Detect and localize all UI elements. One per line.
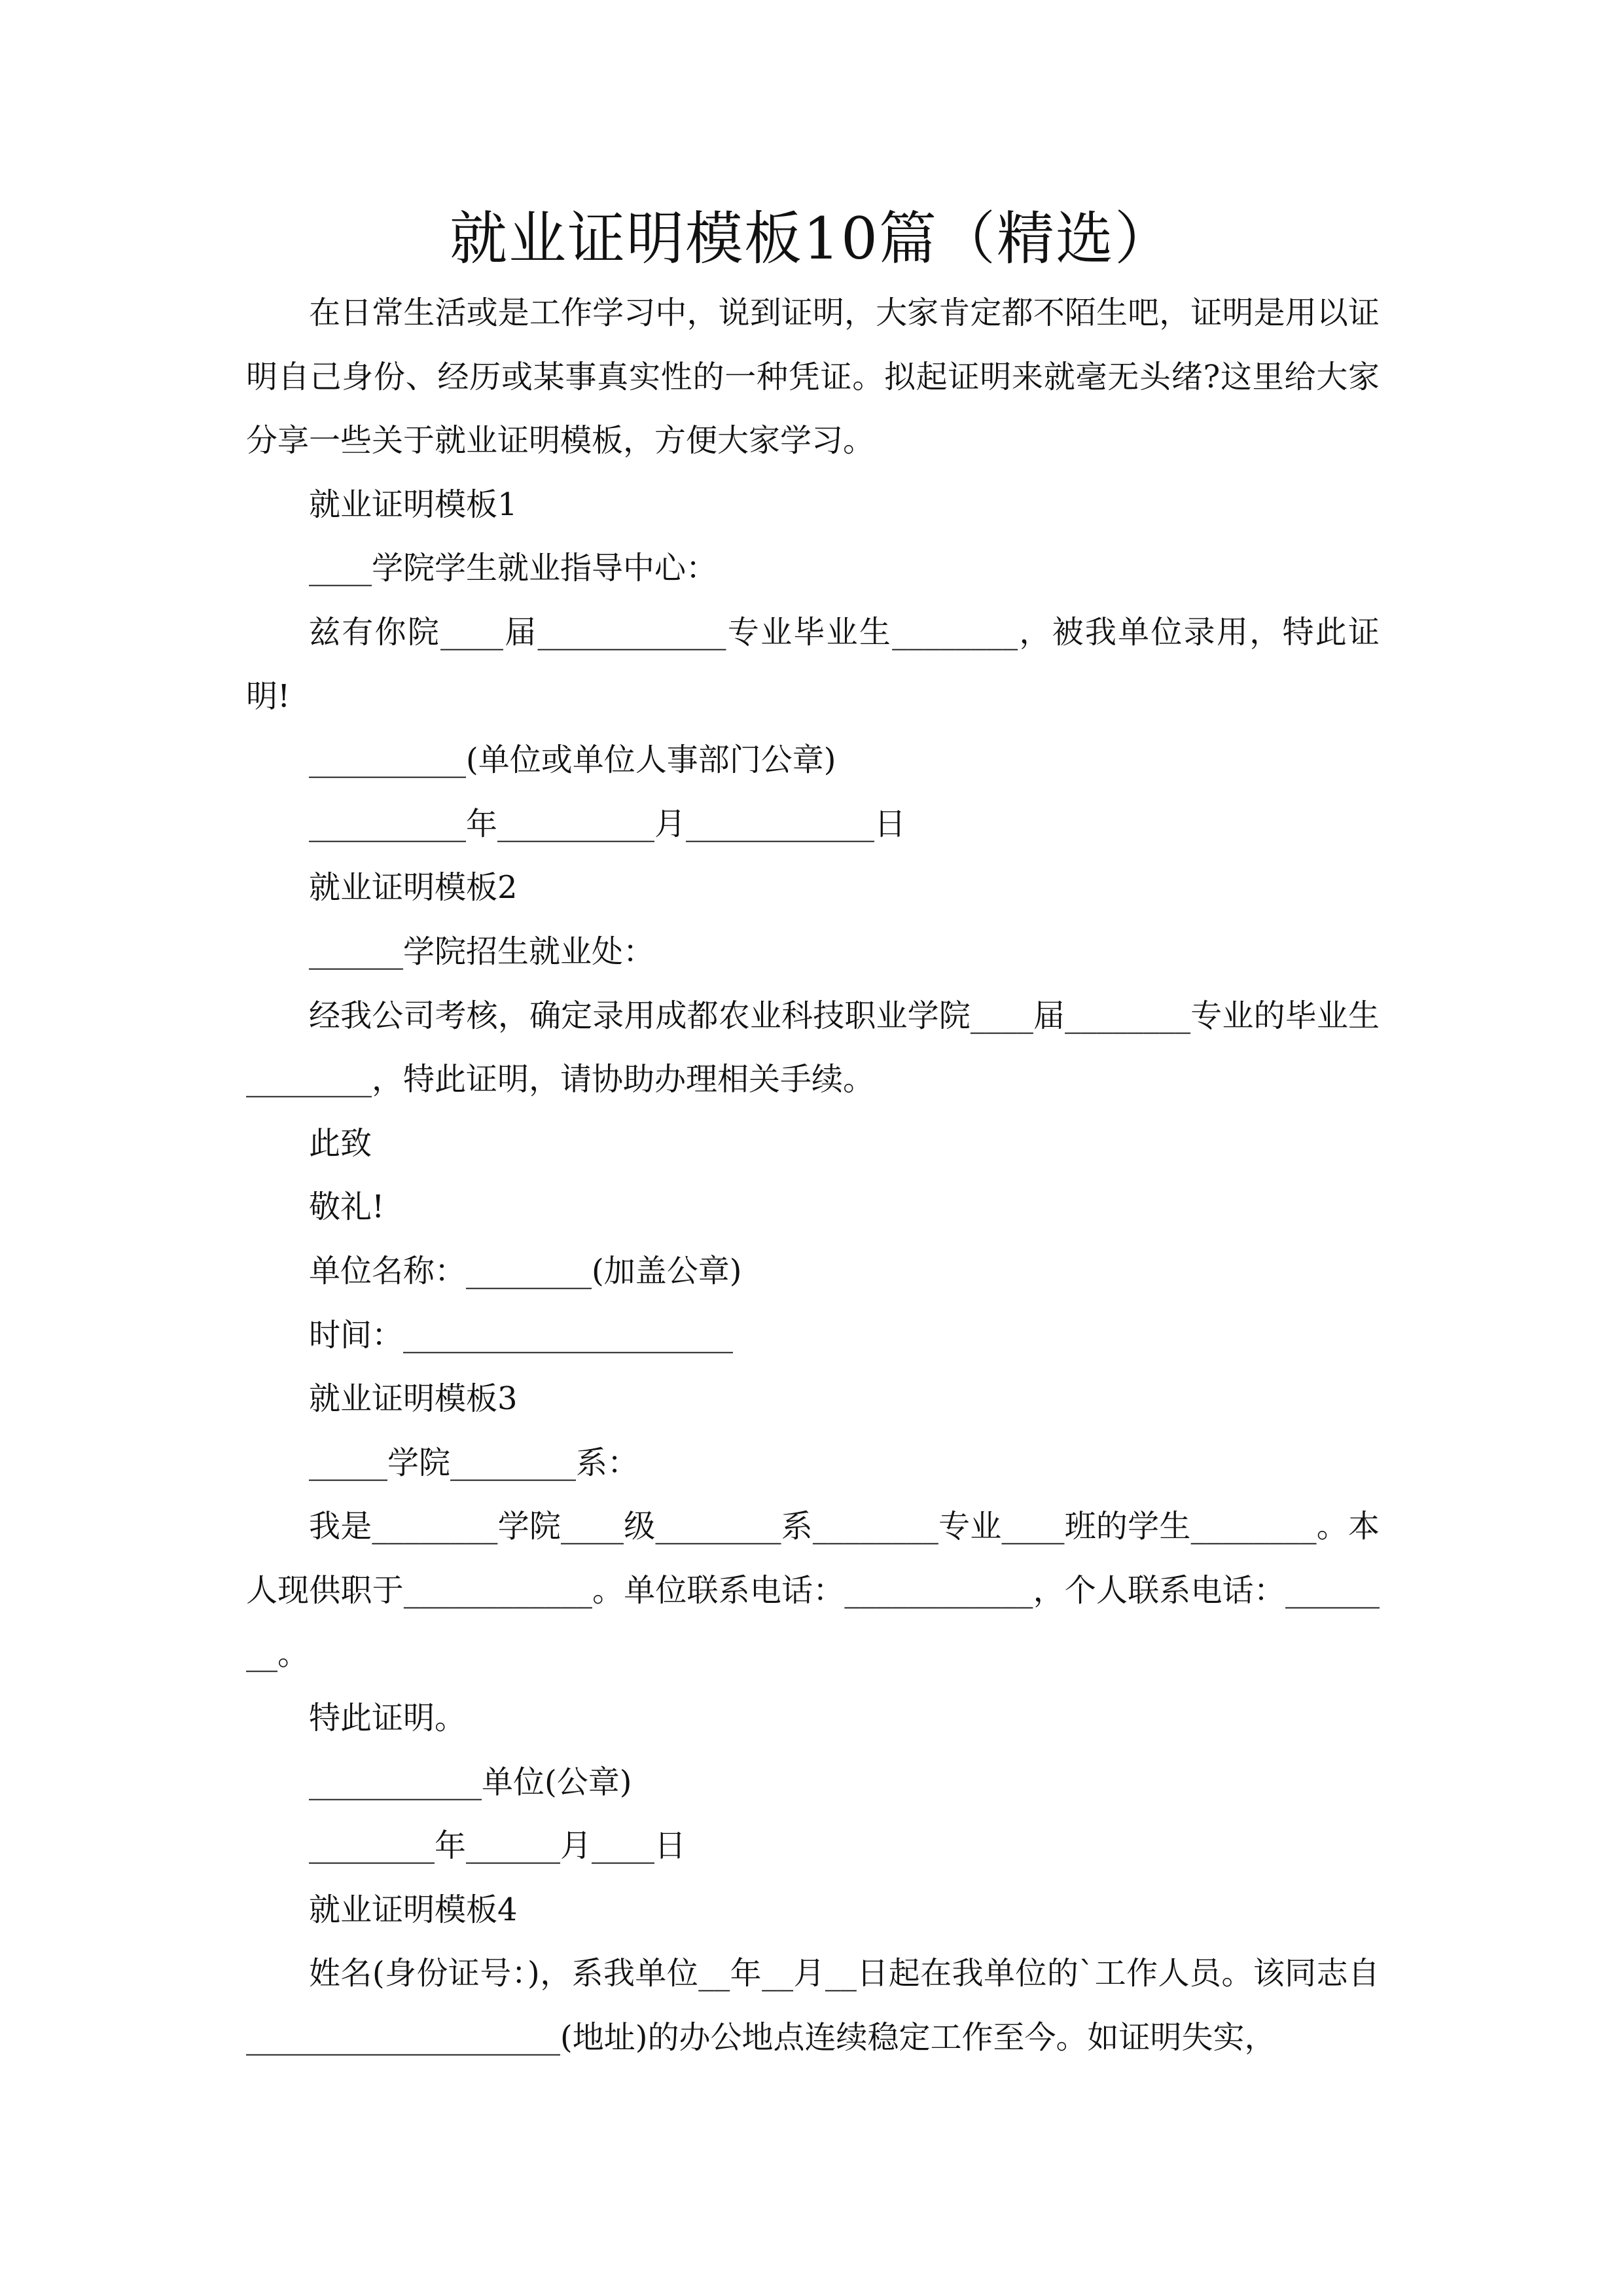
paragraph: ____学院学生就业指导中心： [309, 550, 718, 587]
paragraph: _____学院________系： [309, 1444, 639, 1481]
paragraph: __________年__________月____________日 [309, 805, 906, 842]
section-heading-3: 就业证明模板3 [309, 1380, 518, 1418]
paragraph: 我是________学院____级________系________专业____班的学生________。本人现供职于____________。单位联系电话：____________，个人联系电话：________。 [246, 1508, 1380, 1673]
paragraph: 敬礼! [309, 1189, 385, 1226]
paragraph: ___________单位(公章) [309, 1763, 632, 1801]
document-title: 就业证明模板10篇（精选） [450, 205, 1173, 272]
section-heading-2: 就业证明模板2 [309, 869, 518, 906]
intro-paragraph: 在日常生活或是工作学习中，说到证明，大家肯定都不陌生吧，证明是用以证明自己身份、经历或某事真实性的一种凭证。拟起证明来就毫无头绪?这里给大家分享一些关于就业证明模板，方便大家学习。 [246, 295, 1380, 459]
paragraph: 时间：_____________________ [309, 1316, 734, 1354]
section-heading-4: 就业证明模板4 [309, 1891, 518, 1928]
paragraph: 单位名称：________(加盖公章) [309, 1252, 742, 1289]
document-body [246, 281, 1380, 2070]
paragraph: 此致 [309, 1124, 372, 1162]
paragraph: __________(单位或单位人事部门公章) [309, 742, 836, 779]
paragraph: 特此证明。 [309, 1700, 467, 1737]
paragraph: ________年______月____日 [309, 1827, 687, 1865]
paragraph: 姓名(身份证号：)，系我单位__年__月__日起在我单位的`工作人员。该同志自____________________(地址)的办公地点连续稳定工作至今。如证明失实， [246, 1955, 1380, 2056]
paragraph: ______学院招生就业处： [309, 933, 655, 970]
section-heading-1: 就业证明模板1 [309, 486, 518, 523]
paragraph: 兹有你院____届____________专业毕业生________，被我单位录用，特此证明! [246, 613, 1380, 715]
paragraph: 经我公司考核，确定录用成都农业科技职业学院____届________专业的毕业生________，特此证明，请协助办理相关手续。 [246, 997, 1380, 1098]
